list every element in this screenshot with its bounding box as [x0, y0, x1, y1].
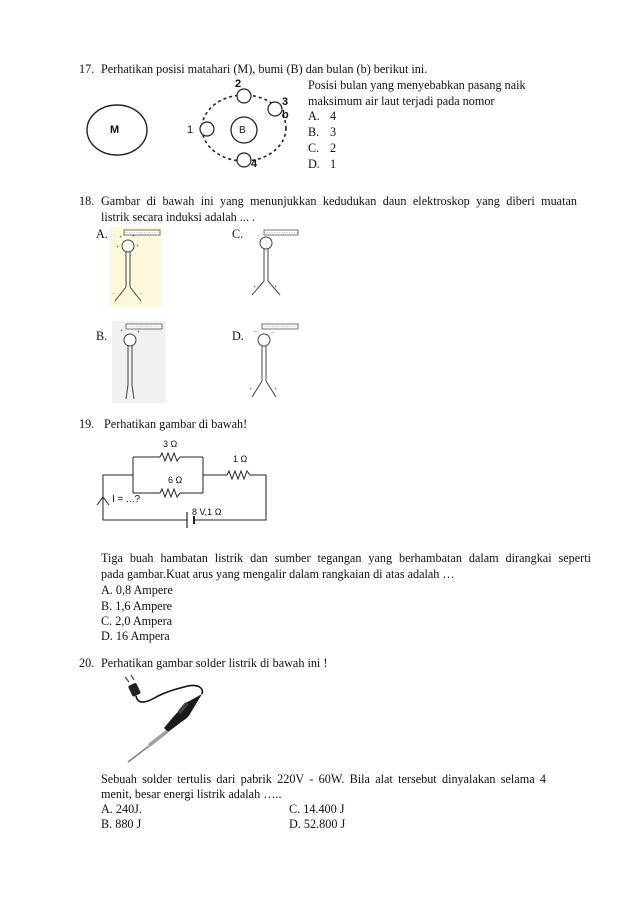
q19-number: 19.: [79, 417, 95, 431]
soldering-iron-image: [118, 676, 213, 764]
q17-number: 17.: [79, 62, 95, 76]
q20-desc-line1: Sebuah solder tertulis dari pabrik 220V - 60W. Bila alat tersebut dinyalakan selama 4: [101, 772, 546, 786]
svg-text:+: +: [116, 245, 120, 251]
option-letter: A.: [308, 109, 320, 123]
resistor-1-ohm-label: 1 Ω: [233, 454, 248, 464]
resistor-6-ohm: [160, 489, 180, 497]
pos-label-1: 1: [187, 124, 194, 136]
q20-option-a[interactable]: A. 240J.: [101, 802, 142, 816]
source-label: 8 V,1 Ω: [192, 507, 222, 517]
option-letter: D.: [308, 157, 320, 171]
svg-text:+: +: [274, 285, 278, 291]
moon-label: b: [282, 109, 289, 121]
tip: [128, 746, 149, 762]
option-text: 2: [330, 141, 337, 155]
svg-text:+: +: [136, 244, 140, 250]
svg-text:+: +: [137, 330, 141, 336]
q20-option-d[interactable]: D. 52.800 J: [289, 817, 346, 831]
svg-text:–: –: [140, 292, 143, 297]
q17-prompt: Perhatikan posisi matahari (M), bumi (B) dan bulan (b) berikut ini.: [101, 62, 428, 76]
q19-prompt: Perhatikan gambar di bawah!: [104, 417, 248, 431]
svg-text:+: +: [253, 285, 257, 291]
q20-option-c[interactable]: C. 14.400 J: [289, 802, 345, 816]
svg-text:–: –: [112, 292, 115, 297]
svg-text:+: +: [274, 387, 278, 393]
q18-prompt-line2: listrik secara induksi adalah ... .: [101, 210, 255, 224]
q20-number: 20.: [79, 656, 95, 670]
svg-text:+: +: [120, 329, 124, 335]
svg-text:·: ·: [257, 233, 259, 239]
q18-option-c-label[interactable]: C.: [232, 227, 244, 241]
q18-option-d-label[interactable]: D.: [232, 329, 244, 343]
svg-text:·: ·: [272, 233, 274, 239]
resistor-3-ohm-label: 3 Ω: [163, 439, 178, 449]
option-letter: B.: [308, 125, 320, 139]
pos-label-3: 3: [282, 96, 289, 108]
svg-text:–: –: [254, 329, 257, 335]
option-letter: C.: [308, 141, 320, 155]
svg-text:–: –: [271, 330, 274, 336]
svg-text:+: +: [119, 235, 123, 241]
q19-desc-line1: Tiga buah hambatan listrik dan sumber tegangan yang berhambatan dalam dirangkai seperti: [101, 551, 591, 565]
q20-desc-line2: menit, besar energi listrik adalah …..: [101, 787, 282, 801]
earth-label: B: [239, 125, 246, 136]
svg-text:+: +: [132, 234, 136, 240]
q18-prompt-line1: Gambar di bawah ini yang menunjukkan kedudukan daun elektroskop yang diberi muatan: [101, 194, 577, 208]
current-label: I = ...?: [112, 494, 141, 505]
q19-option-a[interactable]: A. 0,8 Ampere: [101, 583, 173, 597]
q18-option-a-label[interactable]: A.: [96, 227, 108, 241]
pos-label-2: 2: [235, 78, 242, 90]
resistor-3-ohm: [160, 453, 180, 461]
option-text: 1: [330, 157, 337, 171]
q19-option-d[interactable]: D. 16 Ampera: [101, 629, 170, 643]
q19-option-c[interactable]: C. 2,0 Ampera: [101, 614, 173, 628]
q18-option-b-label[interactable]: B.: [96, 329, 108, 343]
svg-text:+: +: [249, 387, 253, 393]
q20-option-b[interactable]: B. 880 J: [101, 817, 142, 831]
resistor-6-ohm-label: 6 Ω: [168, 475, 183, 485]
resistor-1-ohm: [227, 471, 250, 479]
q17-question-line1: Posisi bulan yang menyebabkan pasang naik: [308, 78, 526, 92]
pos-label-4: 4: [251, 158, 258, 170]
metal-shaft: [148, 730, 168, 747]
q20-prompt: Perhatikan gambar solder listrik di bawah ini !: [101, 656, 328, 670]
handle: [164, 694, 202, 732]
q18-number: 18.: [79, 194, 95, 208]
q17-question-line2: maksimum air laut terjadi pada nomor: [308, 94, 495, 108]
option-text: 3: [330, 125, 337, 139]
q19-option-b[interactable]: B. 1,6 Ampere: [101, 599, 173, 613]
sun-label: M: [110, 124, 120, 136]
q19-desc-line2: pada gambar.Kuat arus yang mengalir dalam rangkaian di atas adalah …: [101, 567, 455, 581]
option-text: 4: [330, 109, 337, 123]
